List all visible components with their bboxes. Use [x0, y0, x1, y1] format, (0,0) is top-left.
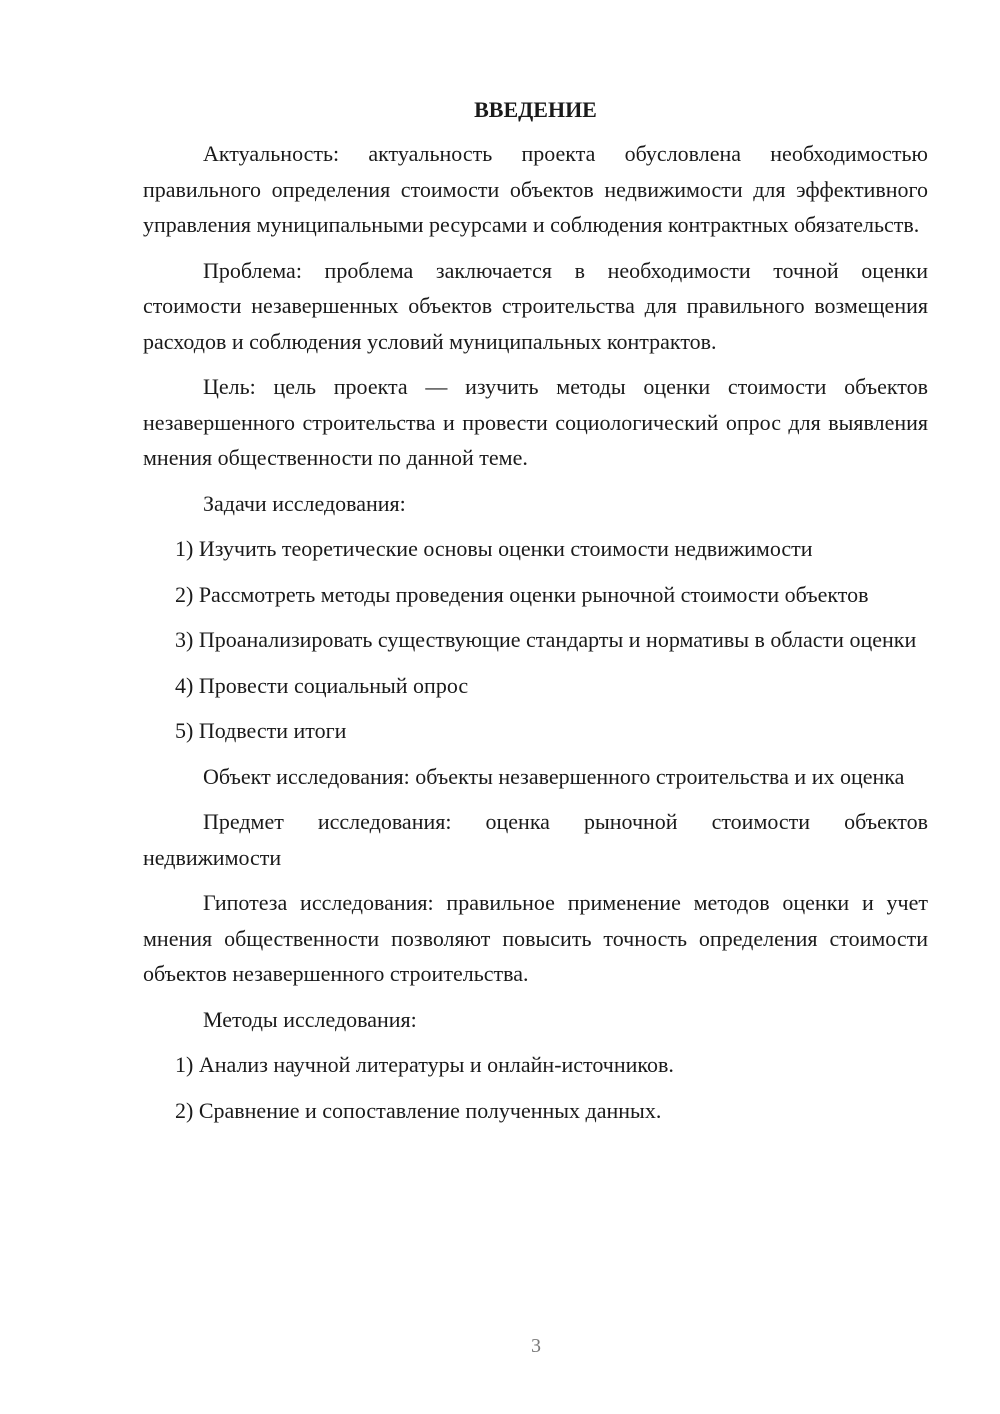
paragraph-object: Объект исследования: объекты незавершенного строительства и их оценка	[203, 763, 905, 789]
paragraph-methods-heading: Методы исследования:	[203, 1006, 417, 1032]
paragraph-goal: Цель: цель проекта — изучить методы оценки стоимости объектов незавершенного строительства и провести социологический опрос для выявления мнения общественности по данной теме.	[143, 374, 928, 470]
method-item: 2) Сравнение и сопоставление полученных данных.	[175, 1097, 662, 1123]
paragraph-tasks-heading: Задачи исследования:	[203, 490, 406, 516]
task-item: 3) Проанализировать существующие стандарты и нормативы в области оценки	[175, 627, 917, 652]
method-item: 1) Анализ научной литературы и онлайн-источников.	[175, 1052, 674, 1077]
paragraph-relevance: Актуальность: актуальность проекта обусловлена необходимостью правильного определения стоимости объектов недвижимости для эффективного управления муниципальными ресурсами и соблюдения контрактных обязательств.	[143, 141, 928, 237]
page-content	[143, 94, 928, 1138]
page-number: 3	[531, 1335, 541, 1357]
paragraph-hypothesis: Гипотеза исследования: правильное применение методов оценки и учет мнения общественности позволяют повысить точность определения стоимости объектов незавершенного строительства.	[143, 890, 928, 986]
task-item: 4) Провести социальный опрос	[175, 672, 469, 698]
paragraph-subject: Предмет исследования: оценка рыночной стоимости объектов недвижимости	[143, 809, 928, 870]
section-title: ВВЕДЕНИЕ	[474, 97, 597, 122]
task-item: 2) Рассмотреть методы проведения оценки рыночной стоимости объектов	[175, 581, 869, 607]
task-item: 1) Изучить теоретические основы оценки стоимости недвижимости	[175, 536, 813, 561]
task-item: 5) Подвести итоги	[175, 718, 347, 743]
paragraph-problem: Проблема: проблема заключается в необходимости точной оценки стоимости незавершенных объектов строительства для правильного возмещения расходов и соблюдения условий муниципальных контрактов.	[143, 257, 928, 354]
